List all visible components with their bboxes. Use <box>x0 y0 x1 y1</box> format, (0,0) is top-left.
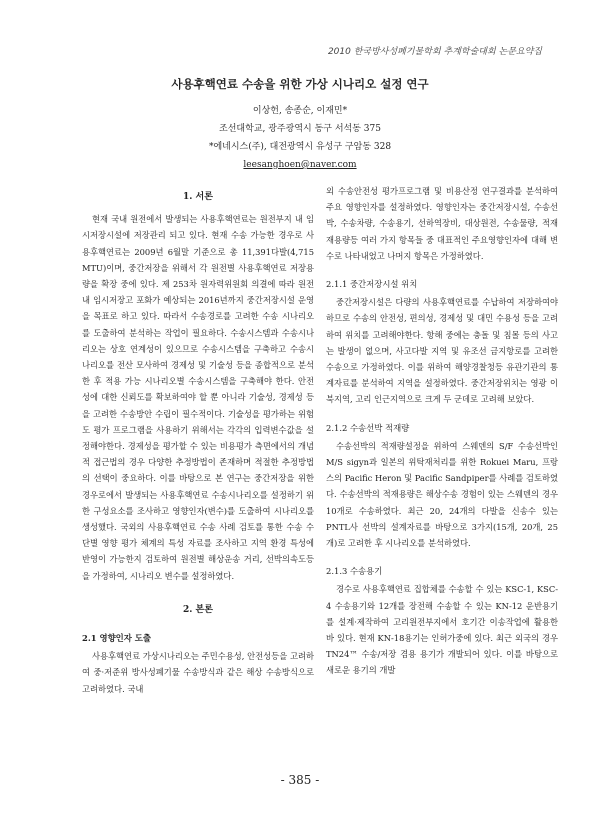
author-names: 이상헌, 송종순, 이재민* <box>252 106 348 116</box>
author-block <box>0 102 600 174</box>
affiliation-1: 조선대학교, 광주광역시 동구 서석동 375 <box>219 124 381 134</box>
subsection-2-1-paragraph: 사용후핵연료 가상시나리오는 주민수용성, 안전성등을 고려하여 중·저준위 방사성폐기물 수송방식과 같은 해상 수송방식으로 고려하였다. 국내 <box>82 651 314 694</box>
subsection-heading-2-1: 2.1 영향인자 도출 <box>82 633 151 644</box>
section-heading-body: 2. 본론 <box>183 604 213 615</box>
subsection-heading-2-1-2: 2.1.2 수송선박 적재량 <box>326 422 410 433</box>
left-column <box>82 183 314 697</box>
subsection-2-1-3-paragraph: 경수로 사용후핵연료 집합체를 수송할 수 있는 KSC-1, KSC-4 수송용기와 12개를 장전해 수송할 수 있는 KN-12 운반용기를 설계·제작하여 고리원전부지에서 호기간 이송작업에 활용한 바 있다. 현재 KN-18용기는 인허가중에 있다. 최근 외국의 경우 TN24™ 수송/저장 겸용 용기가 개발되어 있다. 이를 바탕으로 새로운 용기의 개발 <box>326 584 558 676</box>
subsection-heading-2-1-3: 2.1.3 수송용기 <box>326 566 383 577</box>
intro-paragraph: 현재 국내 원전에서 발생되는 사용후핵연료는 원전부지 내 임시저장시설에 저장관리 되고 있다. 현재 수송 가능한 경우로 사용후핵연료는 2009년 6월말 기준으로 총 11,391다발(4,715 MTU)이며, 중간저장을 위해서 각 원전별 사용후핵연료 저장용량을 확장 중에 있다. 제 253차 원자력위원회 의결에 따라 원전 내 임시저장고 포화가 예상되는 2016년까지 중간저장시설 운영을 목표로 하고 있다. 따라서 수송경로를 고려한 수송 시나리오를 도출하여 분석하는 작업이 필요하다. 수송시스템과 수송시나리오는 상호 연계성이 있으므로 수송시스템을 구축하고 수송시나리오를 전산 모사하여 경제성 및 기술성 등을 종합적으로 분석한 후 적용 가능 시나리오별 수송시스템을 구축해야 한다. 안전성에 대한 신뢰도를 확보하여야 할 뿐 아니라 기술성, 경제성 등을 고려한 수송방안 수립이 필수적이다. 기술성을 평가하는 위험도 평가 프로그램을 사용하기 위해서는 각각의 입력변수값을 설정해야한다. 경제성을 평가할 수 있는 비용평가 측면에서의 개념적 접근법의 경우 다양한 추정방법이 존재하며 적절한 추정방법의 선택이 중요하다. 이를 바탕으로 본 연구는 중간저장을 위한 경우로에서 발생되는 사용후핵연료 수송시나리오를 설정하기 위한 구성요소를 조사하고 영향인자(변수)를 도출하여 시나리오를 생성했다. 국외의 사용후핵연료 수송 사례 검토를 통한 수송 수단별 영향 평가 체계의 특성 자료를 조사하고 지역 환경 특성에 반영이 가능한지 검토하여 원전별 해상운송 거리, 선박의속도등을 가정하여, 시나리오 변수를 설정하였다. <box>82 214 314 581</box>
author-email[interactable]: leesanghoen@naver.com <box>243 160 357 170</box>
right-column <box>326 183 558 679</box>
affiliation-2: *에네시스(주), 대전광역시 유성구 구암동 328 <box>208 142 392 152</box>
subsection-2-1-1-paragraph: 중간저장시설은 다량의 사용후핵연료를 수납하여 저장하여야 하므로 수송의 안전성, 편의성, 경제성 및 대민 수용성 등을 고려하여 위치를 고려해야한다. 항해 중에는 충돌 및 침몰 등의 사고는 발생이 없으며, 사고다발 지역 및 유조선 금지항로를 고려한 수송으로 가정하였다. 이를 위하여 해양경찰청등 유관기관의 통계자료를 분석하여 지역을 설정하였다. 중간저장위치는 영광 이북지역, 고리 인근지역으로 크게 두 군데로 고려해 보았다. <box>326 297 558 405</box>
page-number: - 385 - <box>280 773 320 787</box>
section-heading-intro: 1. 서론 <box>183 192 213 202</box>
subsection-heading-2-1-1: 2.1.1 중간저장시설 위치 <box>326 279 418 290</box>
paper-title: 사용후핵연료 수송을 위한 가상 시나리오 설정 연구 <box>171 77 429 91</box>
continued-paragraph: 외 수송안전성 평가프로그램 및 비용산정 연구결과를 분석하여 주요 영향인자를 설정하였다. 영향인자는 중간저장시설, 수송선박, 수송차량, 수송용기, 선하역장비, 대상원전, 수송물량, 적재재용량등 여러 가지 항목들 중 대표적인 주요영향인자에 대해 변수로 나타내었고 나머지 항목은 가정하였다. <box>326 186 558 261</box>
subsection-2-1-2-paragraph: 수송선박의 적재량설정을 위하여 스웨덴의 S/F 수송선박인 M/S sigyn과 일본의 위탁재처리를 위한 Rokuei Maru, 프랑스의 Pacific Heron 및 Pacific Sandpiper를 사례를 검토하였다. 수송선박의 적재용량은 해상수송 경험이 있는 스웨덴의 경우 10개로 수송하였다. 최근 20, 24개의 다발을 신송수 있는 PNTL사 선박의 설계자료를 바탕으로 3가지(15개, 20개, 25개)로 고려한 후 시나리오를 분석하였다. <box>326 440 558 549</box>
proceedings-header: 2010 한국방사성폐기물학회 추계학술대회 논문요약집 <box>327 47 542 57</box>
